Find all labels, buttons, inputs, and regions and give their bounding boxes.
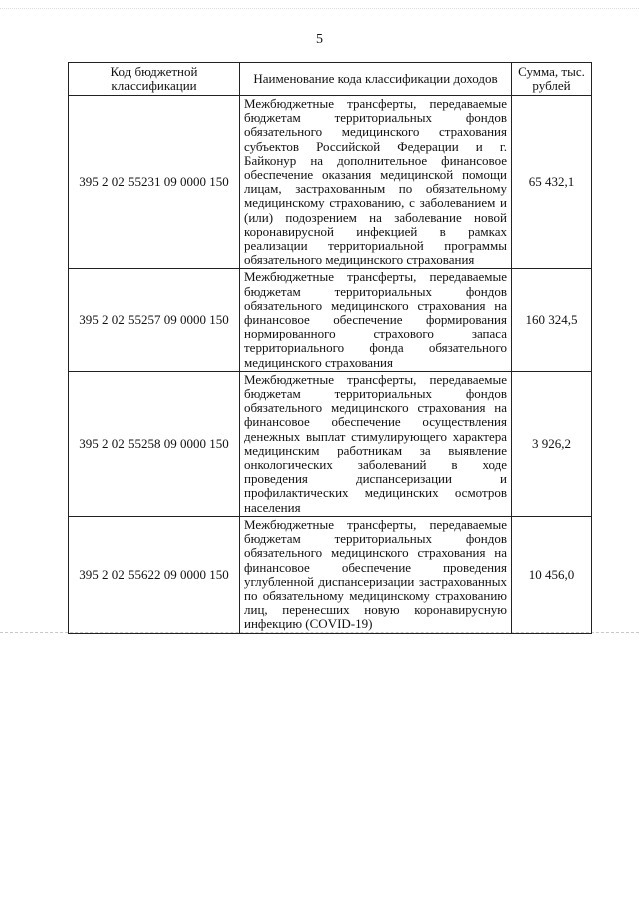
table-header-row (69, 63, 592, 96)
row-amount: 3 926,2 (512, 371, 592, 516)
row-description: Межбюджетные трансферты, передаваемые бюджетам территориальных фондов обязательного медицинского страхования на финансовое обеспечение формирования нормированного страхового запаса территориального фонда обязательного медицинского страхования (240, 269, 512, 371)
scan-artifact-top (0, 8, 639, 9)
row-amount: 160 324,5 (512, 269, 592, 371)
table-row (69, 269, 592, 371)
header-name: Наименование кода классификации доходов (240, 63, 512, 96)
row-amount: 10 456,0 (512, 516, 592, 633)
row-description: Межбюджетные трансферты, передаваемые бюджетам территориальных фондов обязательного медицинского страхования на финансовое обеспечение осуществления денежных выплат стимулирующего характера медицинским работникам за выявление онкологических заболеваний в ходе проведения диспансеризации и профилактических медицинских осмотров населения (240, 371, 512, 516)
table-row (69, 516, 592, 633)
row-code: 395 2 02 55257 09 0000 150 (69, 269, 240, 371)
page-number: 5 (316, 32, 323, 47)
row-code: 395 2 02 55258 09 0000 150 (69, 371, 240, 516)
budget-classification-table (68, 62, 592, 634)
row-code: 395 2 02 55622 09 0000 150 (69, 516, 240, 633)
row-code: 395 2 02 55231 09 0000 150 (69, 96, 240, 269)
header-amount: Сумма, тыс. рублей (512, 63, 592, 96)
header-code: Код бюджетной классификации (69, 63, 240, 96)
table-row (69, 371, 592, 516)
row-description: Межбюджетные трансферты, передаваемые бюджетам территориальных фондов обязательного медицинского страхования субъектов Российской Федерации и г. Байконур на дополнительное финансовое обеспечение оказания медицинской помощи лицам, застрахованным по обязательному медицинскому страхованию, с заболеванием и (или) подозрением на заболевание новой коронавирусной инфекцией в рамках реализации территориальной программы обязательного медицинского страхования (240, 96, 512, 269)
row-description: Межбюджетные трансферты, передаваемые бюджетам территориальных фондов обязательного медицинского страхования на финансовое обеспечение проведения углубленной диспансеризации застрахованных по обязательному медицинскому страхованию лиц, перенесших новую коронавирусную инфекцию (COVID-19) (240, 516, 512, 633)
row-amount: 65 432,1 (512, 96, 592, 269)
table-row (69, 96, 592, 269)
